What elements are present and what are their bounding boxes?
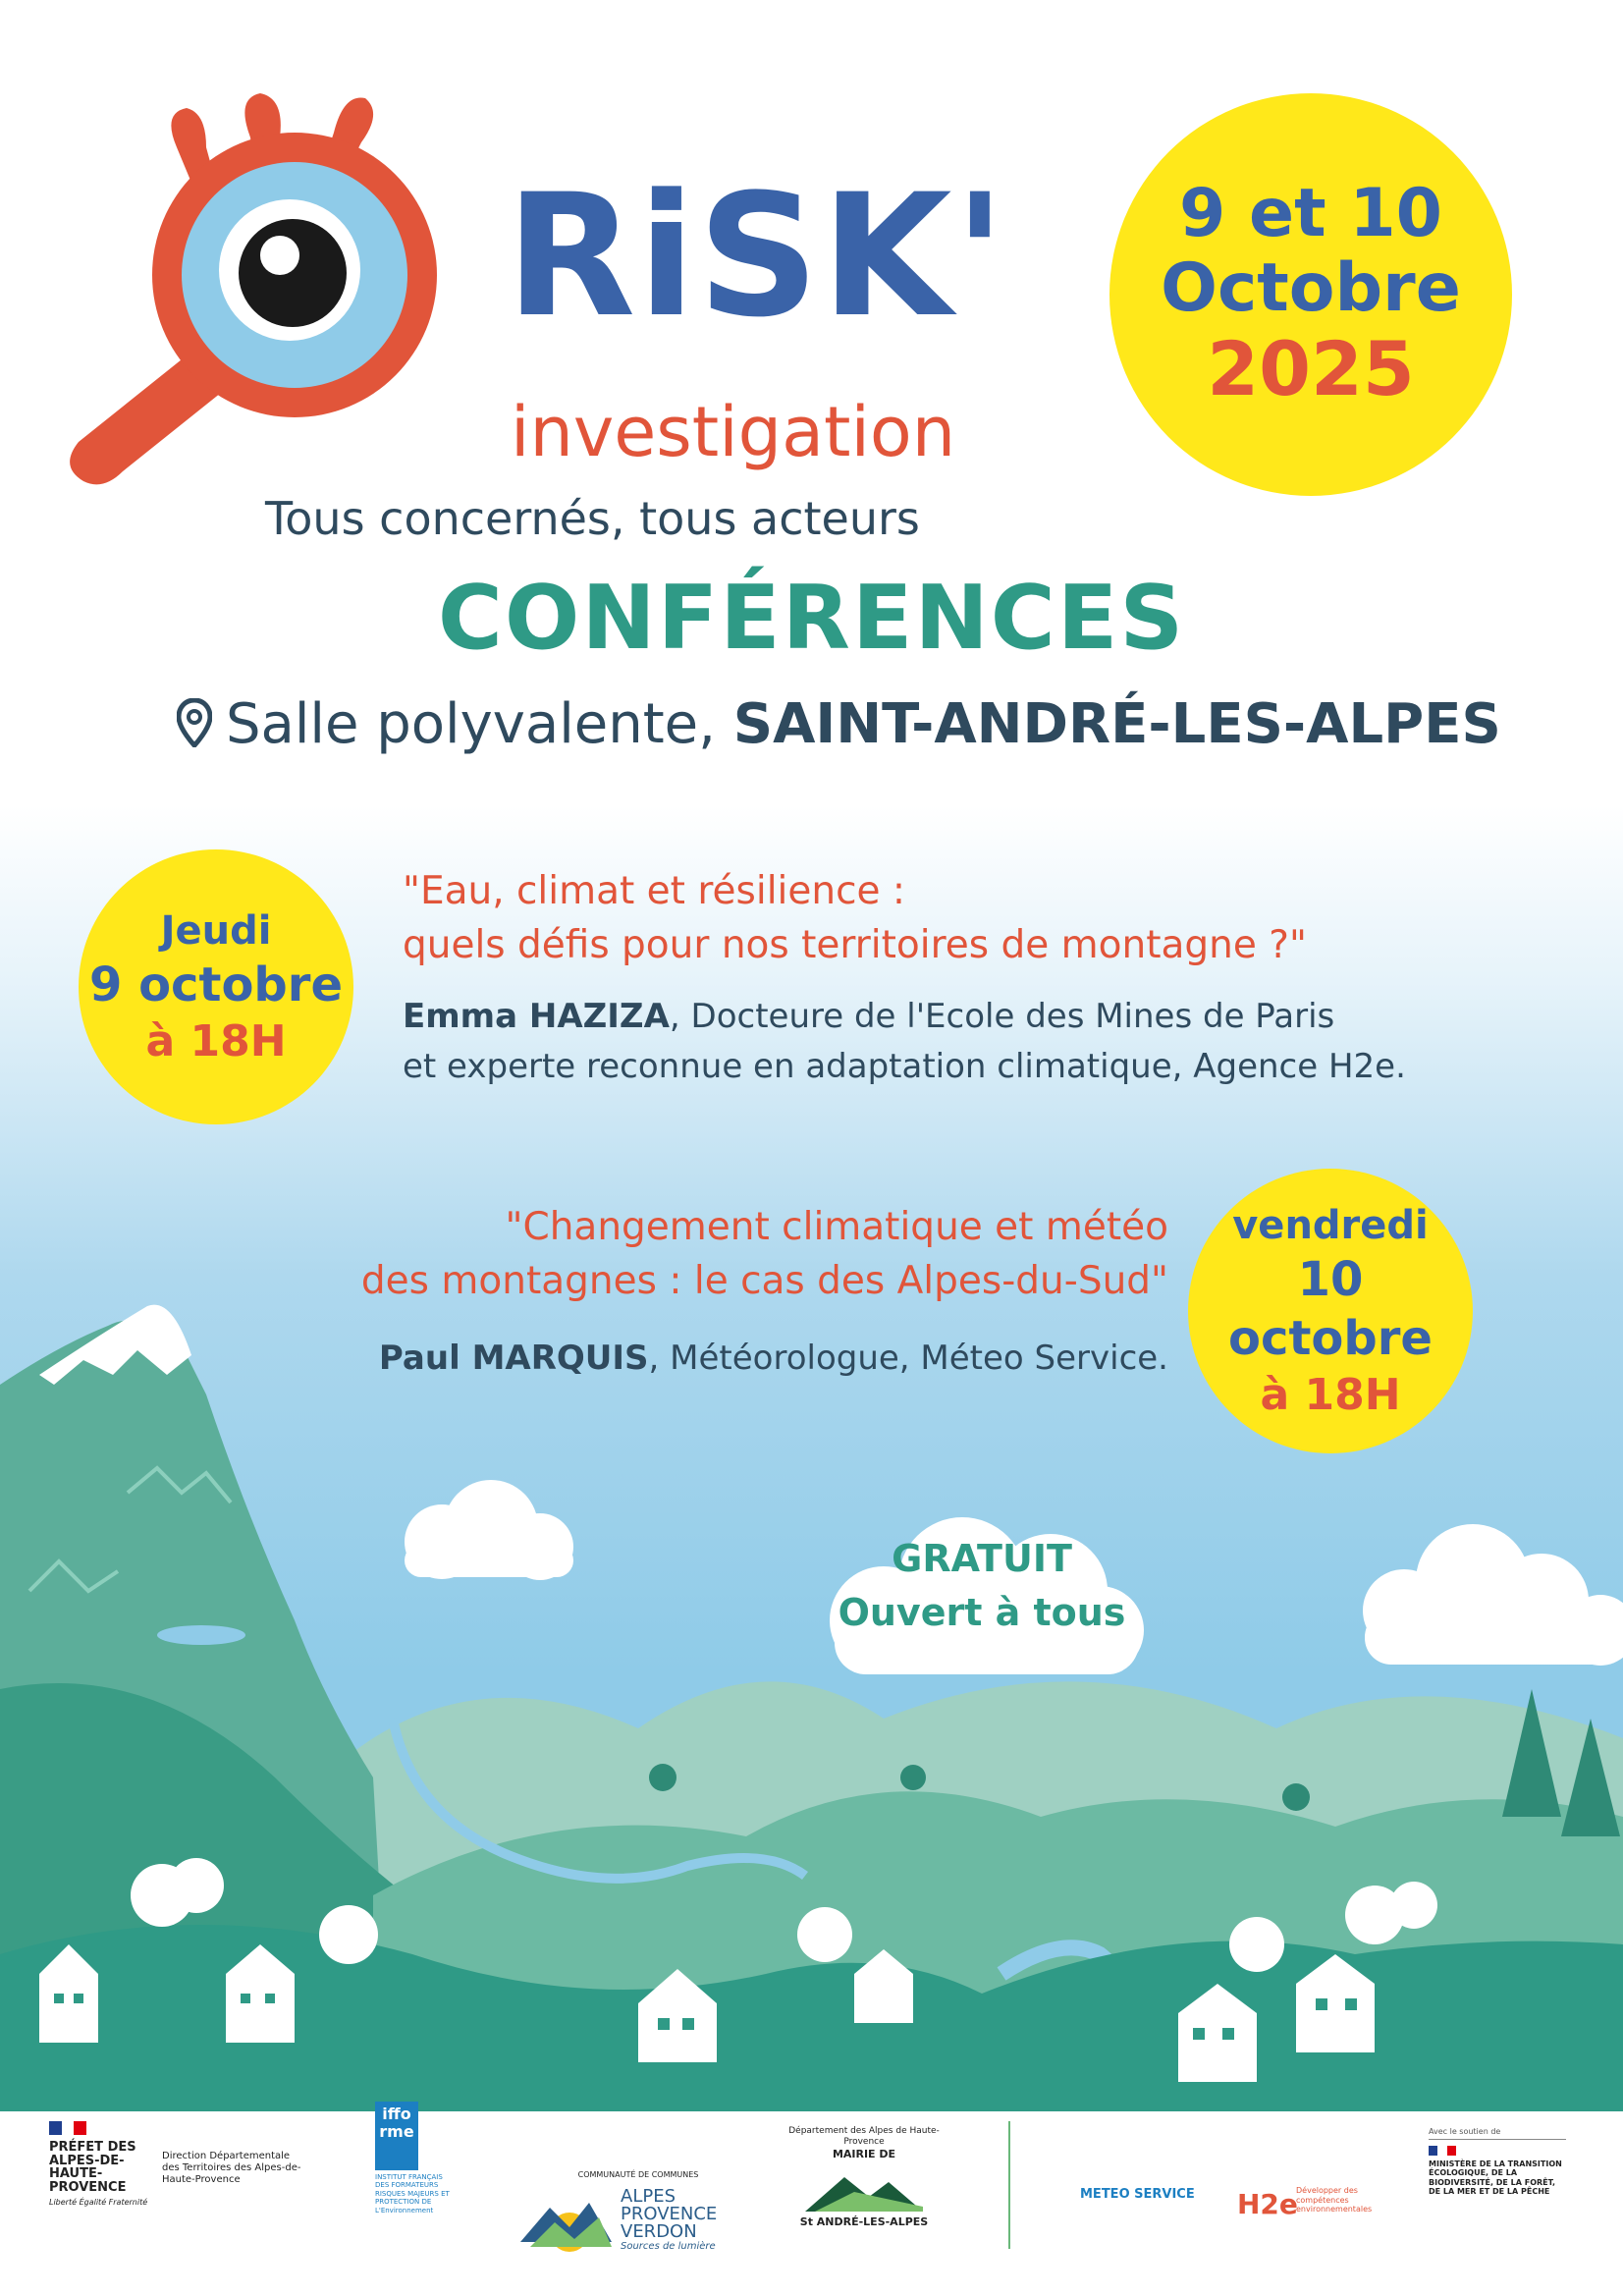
tagline: Tous concernés, tous acteurs: [265, 492, 920, 545]
mairie-logo: [785, 2126, 943, 2228]
ccapv-name: ALPES PROVENCE VERDON: [621, 2186, 718, 2242]
mountains-icon: [805, 2167, 923, 2216]
risk-investigation-logo: [49, 79, 1031, 545]
talk1-speaker-role: , Docteure de l'Ecole des Mines de Paris: [669, 997, 1335, 1036]
talk2-title: [216, 1200, 1168, 1309]
ifforme-mark: iffo rme: [375, 2102, 418, 2170]
free-label: GRATUIT: [892, 1537, 1072, 1580]
mountain-sun-icon: [515, 2188, 614, 2257]
meteo-service-logo: [1080, 2188, 1195, 2202]
talk2-date-badge: [1188, 1169, 1473, 1453]
talk1-speaker-role-2: et experte reconnue en adaptation climatique, Agence H2e.: [403, 1047, 1406, 1086]
mairie-label: MAIRIE DE: [832, 2147, 896, 2160]
logo-brand: RiSK': [506, 157, 1008, 355]
prefet-label: PRÉFET DES ALPES-DE-HAUTE-PROVENCE: [49, 2140, 136, 2195]
date-month: Octobre: [1161, 249, 1461, 328]
talk1-speaker: [403, 992, 1532, 1092]
page-title: CONFÉRENCES: [437, 567, 1186, 670]
ifforme-logo: [375, 2102, 454, 2214]
prefet-logo: [49, 2121, 157, 2207]
talk1-speaker-name: Emma HAZIZA: [403, 997, 670, 1036]
ministere-logo: [1429, 2127, 1566, 2197]
ccapv-header: COMMUNAUTÉ DE COMMUNES: [577, 2170, 699, 2179]
talk2-speaker-name: Paul MARQUIS: [378, 1339, 649, 1378]
talk1-time: à 18H: [145, 1015, 287, 1066]
date-badge: [1109, 93, 1512, 496]
meteo-service-label: METEO SERVICE: [1080, 2187, 1195, 2202]
talk1-date: 9 octobre: [88, 957, 344, 1012]
talk2-speaker-role: , Météorologue, Méteo Service.: [648, 1339, 1168, 1378]
french-flag-icon: [1429, 2146, 1456, 2156]
mairie-dept: Département des Alpes de Haute-Provence: [788, 2126, 940, 2147]
mairie-town: St ANDRÉ-LES-ALPES: [799, 2214, 929, 2228]
talk2-title-line2: des montagnes : le cas des Alpes-du-Sud": [360, 1259, 1168, 1304]
open-to-all-label: Ouvert à tous: [838, 1591, 1126, 1635]
talk2-date: 10 octobre: [1228, 1251, 1433, 1366]
talk2-time: à 18H: [1260, 1369, 1401, 1420]
talk1-title: [403, 864, 1492, 973]
date-year: 2025: [1207, 325, 1415, 413]
logo-subtitle: investigation: [511, 392, 956, 472]
talk2-day: vendredi: [1232, 1202, 1429, 1248]
venue: [177, 692, 1501, 757]
talk1-title-line2: quels défis pour nos territoires de montagne ?": [403, 923, 1307, 968]
ministere-label: MINISTÈRE DE LA TRANSITION ÉCOLOGIQUE, DE LA BIODIVERSITÉ, DE LA FORÊT, DE LA MER ET DE LA PÊCHE: [1429, 2159, 1562, 2197]
soutien-label: Avec le soutien de: [1429, 2127, 1566, 2140]
french-flag-icon: [49, 2121, 86, 2135]
h2e-sub: Développer des compétences environnementales: [1296, 2186, 1373, 2214]
talk2-speaker: [216, 1334, 1168, 1384]
free-entry-cloud: [805, 1512, 1159, 1689]
talk1-date-badge: [79, 849, 353, 1124]
date-days: 9 et 10: [1179, 175, 1442, 253]
venue-place: Salle polyvalente,: [226, 692, 716, 756]
footer-divider: [1008, 2121, 1010, 2249]
talk1-title-line1: "Eau, climat et résilience :: [403, 869, 906, 913]
ddt-label: Direction Départementale des Territoires des Alpes-de-Haute-Provence: [162, 2151, 301, 2185]
talk1-day: Jeudi: [160, 907, 272, 954]
talk2-title-line1: "Changement climatique et météo: [505, 1205, 1168, 1249]
ccapv-sub: Sources de lumière: [621, 2241, 716, 2252]
venue-town: SAINT-ANDRÉ-LES-ALPES: [732, 692, 1501, 756]
ifforme-sub: INSTITUT FRANÇAIS DES FORMATEURS RISQUES MAJEURS ET PROTECTION DE L'Environnement: [375, 2173, 450, 2214]
location-pin-icon: [177, 698, 212, 757]
h2e-logo: H2e: [1237, 2188, 1298, 2220]
prefet-motto: Liberté Égalité Fraternité: [49, 2197, 148, 2207]
